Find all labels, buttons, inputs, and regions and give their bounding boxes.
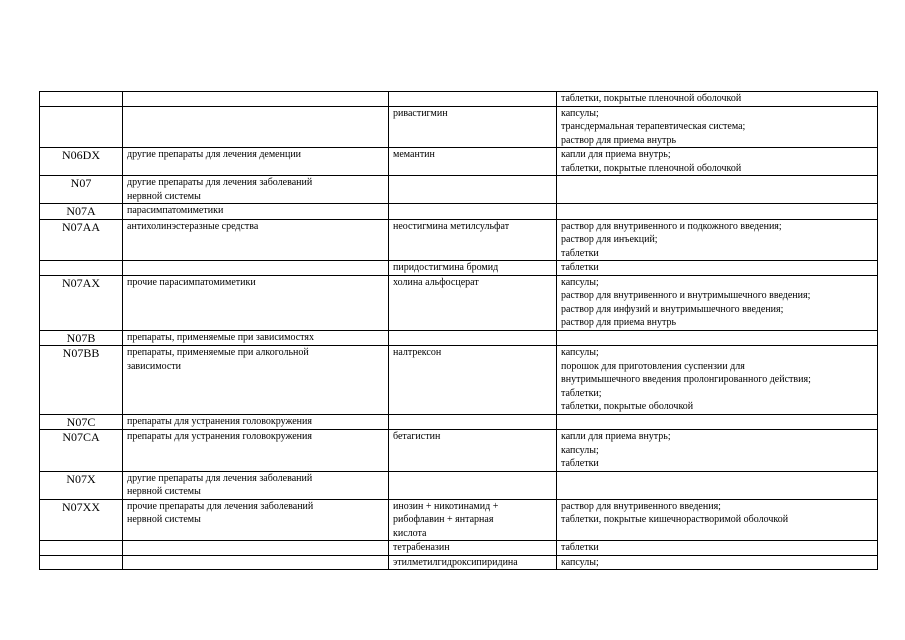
table-row: [40, 471, 878, 499]
atc-code-text: N07B: [66, 330, 96, 345]
dosage-form-line: раствор для приема внутрь: [561, 317, 677, 328]
table-row: [40, 92, 878, 107]
dosage-form-line: раствор для внутривенного и подкожного введения;: [561, 220, 782, 232]
atc-code-cell: [40, 275, 123, 330]
atc-code-cell: [40, 414, 123, 430]
drug-name-cell: [389, 330, 557, 346]
anatomical-group-cell: [123, 261, 389, 276]
anatomical-group-cell: [123, 330, 389, 346]
drug-name-line: пиридостигмина бромид: [393, 262, 499, 273]
anatomical-group-cell: [123, 92, 389, 107]
drug-name-cell: [389, 204, 557, 220]
dosage-form-line: внутримышечного введения пролонгированного действия;: [561, 374, 811, 385]
anatomical-group-cell: [123, 555, 389, 570]
drug-name-line: холина альфосцерат: [393, 276, 479, 288]
dosage-form-line: капсулы;: [561, 444, 599, 456]
anatomical-group-cell: [123, 541, 389, 556]
atc-code-text: N07A: [66, 204, 96, 218]
table-row: [40, 176, 878, 204]
drug-classification-table: [39, 91, 878, 570]
dosage-form-cell: [557, 261, 878, 276]
table-row: [40, 346, 878, 415]
atc-code-text: N07BB: [62, 346, 100, 360]
anatomical-group-cell: [123, 275, 389, 330]
table-row: [40, 275, 878, 330]
drug-name-cell: [389, 261, 557, 276]
anatomical-group-line: другие препараты для лечения деменции: [127, 149, 302, 160]
dosage-form-cell: [557, 92, 878, 107]
drug-name-line: кислота: [393, 527, 427, 539]
drug-name-line: рибофлавин + янтарная: [393, 514, 494, 525]
drug-name-cell: [389, 555, 557, 570]
atc-code-cell: [40, 176, 123, 204]
dosage-form-line: трансдермальная терапевтическая система;: [561, 121, 746, 132]
dosage-form-line: капли для приема внутрь;: [561, 149, 671, 160]
atc-code-text: N07AA: [62, 219, 100, 234]
dosage-form-line: порошок для приготовления суспензии для: [561, 360, 745, 372]
atc-code-cell: [40, 148, 123, 176]
anatomical-group-line: препараты, применяемые при алкогольной: [127, 347, 309, 358]
drug-name-cell: [389, 346, 557, 415]
drug-name-line: бетагистин: [393, 431, 441, 442]
dosage-form-cell: [557, 541, 878, 556]
atc-code-text: N07AX: [62, 275, 100, 290]
anatomical-group-line: другие препараты для лечения заболеваний: [127, 472, 313, 484]
dosage-form-line: таблетки, покрытые оболочкой: [561, 401, 694, 412]
dosage-form-line: раствор для внутривенного введения;: [561, 500, 721, 512]
drug-name-cell: [389, 176, 557, 204]
dosage-form-cell: [557, 499, 878, 541]
anatomical-group-cell: [123, 471, 389, 499]
atc-code-text: N07CA: [62, 430, 100, 444]
dosage-form-cell: [557, 346, 878, 415]
table-row: [40, 414, 878, 430]
table-row: [40, 261, 878, 276]
dosage-form-line: капли для приема внутрь;: [561, 431, 671, 442]
anatomical-group-cell: [123, 219, 389, 261]
dosage-form-line: раствор для внутривенного и внутримышечного введения;: [561, 290, 811, 301]
dosage-form-cell: [557, 148, 878, 176]
drug-name-cell: [389, 499, 557, 541]
drug-name-line: мемантин: [393, 149, 435, 160]
dosage-form-line: таблетки: [561, 458, 599, 469]
drug-name-cell: [389, 430, 557, 472]
dosage-form-line: таблетки, покрытые пленочной оболочкой: [561, 93, 742, 104]
dosage-form-line: капсулы;: [561, 276, 599, 288]
table-row: [40, 555, 878, 570]
anatomical-group-line: зависимости: [127, 360, 181, 372]
drug-name-line: неостигмина метилсульфат: [393, 220, 510, 232]
anatomical-group-line: препараты для устранения головокружения: [127, 431, 312, 442]
drug-name-cell: [389, 148, 557, 176]
drug-name-cell: [389, 92, 557, 107]
atc-code-text: N07: [70, 176, 92, 190]
table-row: [40, 219, 878, 261]
drug-name-line: ривастигмин: [393, 107, 448, 119]
table-row: [40, 330, 878, 346]
drug-name-line: налтрексон: [393, 347, 442, 358]
dosage-form-line: таблетки, покрытые пленочной оболочкой: [561, 162, 742, 174]
dosage-form-cell: [557, 176, 878, 204]
dosage-form-cell: [557, 330, 878, 346]
drug-name-cell: [389, 414, 557, 430]
dosage-form-line: раствор для инъекций;: [561, 234, 658, 245]
atc-code-cell: [40, 92, 123, 107]
table-row: [40, 148, 878, 176]
anatomical-group-line: нервной системы: [127, 190, 201, 202]
anatomical-group-line: другие препараты для лечения заболеваний: [127, 177, 313, 188]
dosage-form-line: таблетки: [561, 262, 599, 273]
atc-code-cell: [40, 541, 123, 556]
atc-code-cell: [40, 555, 123, 570]
dosage-form-cell: [557, 219, 878, 261]
table-row: [40, 499, 878, 541]
drug-name-line: тетрабеназин: [393, 542, 450, 553]
atc-code-cell: [40, 261, 123, 276]
dosage-form-line: таблетки;: [561, 387, 602, 399]
anatomical-group-line: препараты для устранения головокружения: [127, 415, 312, 427]
dosage-form-line: раствор для инфузий и внутримышечного введения;: [561, 303, 784, 315]
drug-name-line: этилметилгидроксипиридина: [393, 556, 518, 568]
table-row: [40, 204, 878, 220]
anatomical-group-line: антихолинэстеразные средства: [127, 220, 259, 232]
drug-name-cell: [389, 106, 557, 148]
atc-code-cell: [40, 219, 123, 261]
anatomical-group-line: нервной системы: [127, 514, 201, 525]
atc-code-cell: [40, 204, 123, 220]
anatomical-group-line: прочие препараты для лечения заболеваний: [127, 500, 314, 512]
atc-code-text: N07XX: [62, 499, 100, 514]
atc-code-cell: [40, 106, 123, 148]
dosage-form-cell: [557, 275, 878, 330]
atc-code-cell: [40, 346, 123, 415]
anatomical-group-cell: [123, 148, 389, 176]
anatomical-group-cell: [123, 346, 389, 415]
atc-code-text: N07X: [66, 471, 96, 486]
atc-code-cell: [40, 471, 123, 499]
drug-name-line: инозин + никотинамид +: [393, 500, 499, 512]
anatomical-group-cell: [123, 204, 389, 220]
dosage-form-cell: [557, 204, 878, 220]
atc-code-text: N06DX: [62, 148, 100, 162]
dosage-form-line: таблетки: [561, 542, 599, 553]
anatomical-group-line: нервной системы: [127, 486, 201, 497]
anatomical-group-cell: [123, 106, 389, 148]
dosage-form-line: капсулы;: [561, 556, 599, 568]
anatomical-group-cell: [123, 414, 389, 430]
table-row: [40, 541, 878, 556]
anatomical-group-line: препараты, применяемые при зависимостях: [127, 331, 315, 343]
anatomical-group-line: прочие парасимпатомиметики: [127, 276, 256, 288]
atc-code-cell: [40, 330, 123, 346]
atc-code-cell: [40, 499, 123, 541]
dosage-form-cell: [557, 106, 878, 148]
anatomical-group-line: парасимпатомиметики: [127, 205, 224, 216]
anatomical-group-cell: [123, 176, 389, 204]
anatomical-group-cell: [123, 499, 389, 541]
drug-name-cell: [389, 541, 557, 556]
drug-name-cell: [389, 219, 557, 261]
table-row: [40, 430, 878, 472]
anatomical-group-cell: [123, 430, 389, 472]
dosage-form-line: таблетки: [561, 247, 599, 259]
table-body: [40, 92, 878, 570]
table-row: [40, 106, 878, 148]
dosage-form-cell: [557, 555, 878, 570]
dosage-form-cell: [557, 430, 878, 472]
dosage-form-line: капсулы;: [561, 107, 599, 119]
dosage-form-line: таблетки, покрытые кишечнорастворимой оболочкой: [561, 514, 789, 525]
atc-code-cell: [40, 430, 123, 472]
atc-code-text: N07C: [66, 414, 96, 429]
drug-name-cell: [389, 471, 557, 499]
dosage-form-cell: [557, 471, 878, 499]
dosage-form-cell: [557, 414, 878, 430]
drug-name-cell: [389, 275, 557, 330]
dosage-form-line: капсулы;: [561, 347, 599, 358]
dosage-form-line: раствор для приема внутрь: [561, 134, 677, 146]
